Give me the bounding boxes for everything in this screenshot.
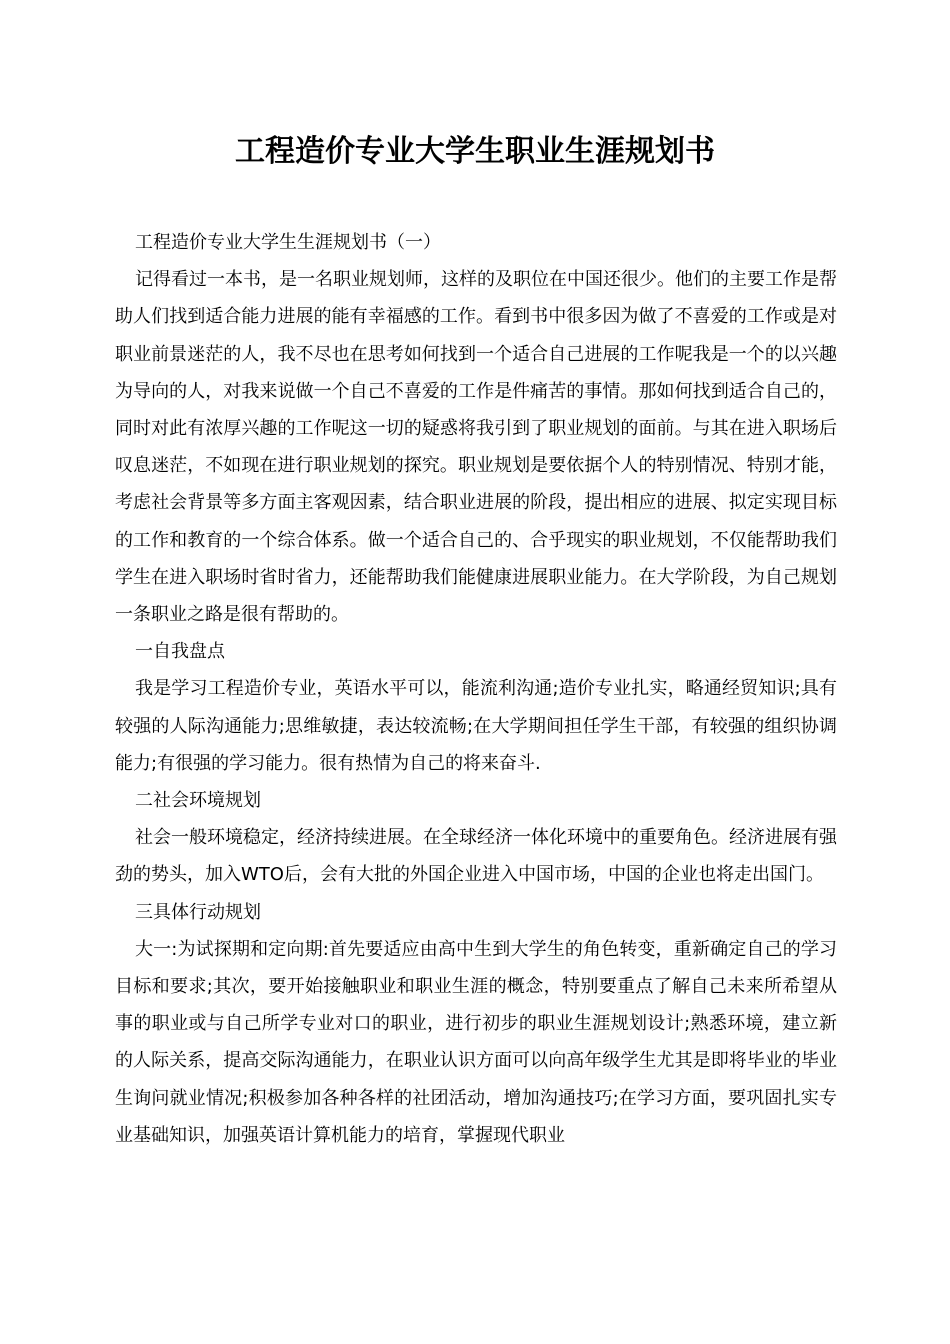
section-heading-action-plan: 三具体行动规划 — [135, 901, 261, 923]
document-body — [115, 224, 837, 1154]
self-assessment-paragraph: 我是学习工程造价专业，英语水平可以，能流利沟通;造价专业扎实，略通经贸知识;具有较强的人际沟通能力;思维敏捷，表达较流畅;在大学期间担任学生干部，有较强的组织协调能力;有很强的学习能力。很有热情为自己的将来奋斗. — [115, 678, 837, 774]
action-plan-paragraph: 大一:为试探期和定向期:首先要适应由高中生到大学生的角色转变，重新确定自己的学习目标和要求;其次，要开始接触职业和职业生涯的概念，特别要重点了解自己未来所希望从事的职业或与自己所学专业对口的职业，进行初步的职业生涯规划设计;熟悉环境，建立新的人际关系，提高交际沟通能力，在职业认识方面可以向高年级学生尤其是即将毕业的毕业生询问就业情况;积极参加各种各样的社团活动，增加沟通技巧;在学习方面，要巩固扎实专业基础知识，加强英语计算机能力的培育，掌握现代职业 — [115, 938, 837, 1146]
document-subtitle: 工程造价专业大学生生涯规划书（一） — [135, 232, 441, 253]
social-environment-paragraph: 社会一般环境稳定，经济持续进展。在全球经济一体化环境中的重要角色。经济进展有强劲的势头，加入WTO后，会有大批的外国企业进入中国市场，中国的企业也将走出国门。 — [115, 827, 837, 886]
section-heading-self-assessment: 一自我盘点 — [135, 641, 225, 663]
document-title: 工程造价专业大学生职业生涯规划书 — [235, 134, 715, 169]
intro-paragraph: 记得看过一本书，是一名职业规划师，这样的及职位在中国还很少。他们的主要工作是帮助人们找到适合能力进展的能有幸福感的工作。看到书中很多因为做了不喜爱的工作或是对职业前景迷茫的人，我不尽也在思考如何找到一个适合自己进展的工作呢我是一个的以兴趣为导向的人，对我来说做一个自己不喜爱的工作是件痛苦的事情。那如何找到适合自己的，同时对此有浓厚兴趣的工作呢这一切的疑惑将我引到了职业规划的面前。与其在进入职场后叹息迷茫，不如现在进行职业规划的探究。职业规划是要依据个人的特别情况、特别才能，考虑社会背景等多方面主客观因素，结合职业进展的阶段，提出相应的进展、拟定实现目标的工作和教育的一个综合体系。做一个适合自己的、合乎现实的职业规划，不仅能帮助我们学生在进入职场时省时省力，还能帮助我们能健康进展职业能力。在大学阶段，为自己规划一条职业之路是很有帮助的。 — [115, 269, 837, 626]
section-heading-social-environment: 二社会环境规划 — [135, 790, 261, 812]
